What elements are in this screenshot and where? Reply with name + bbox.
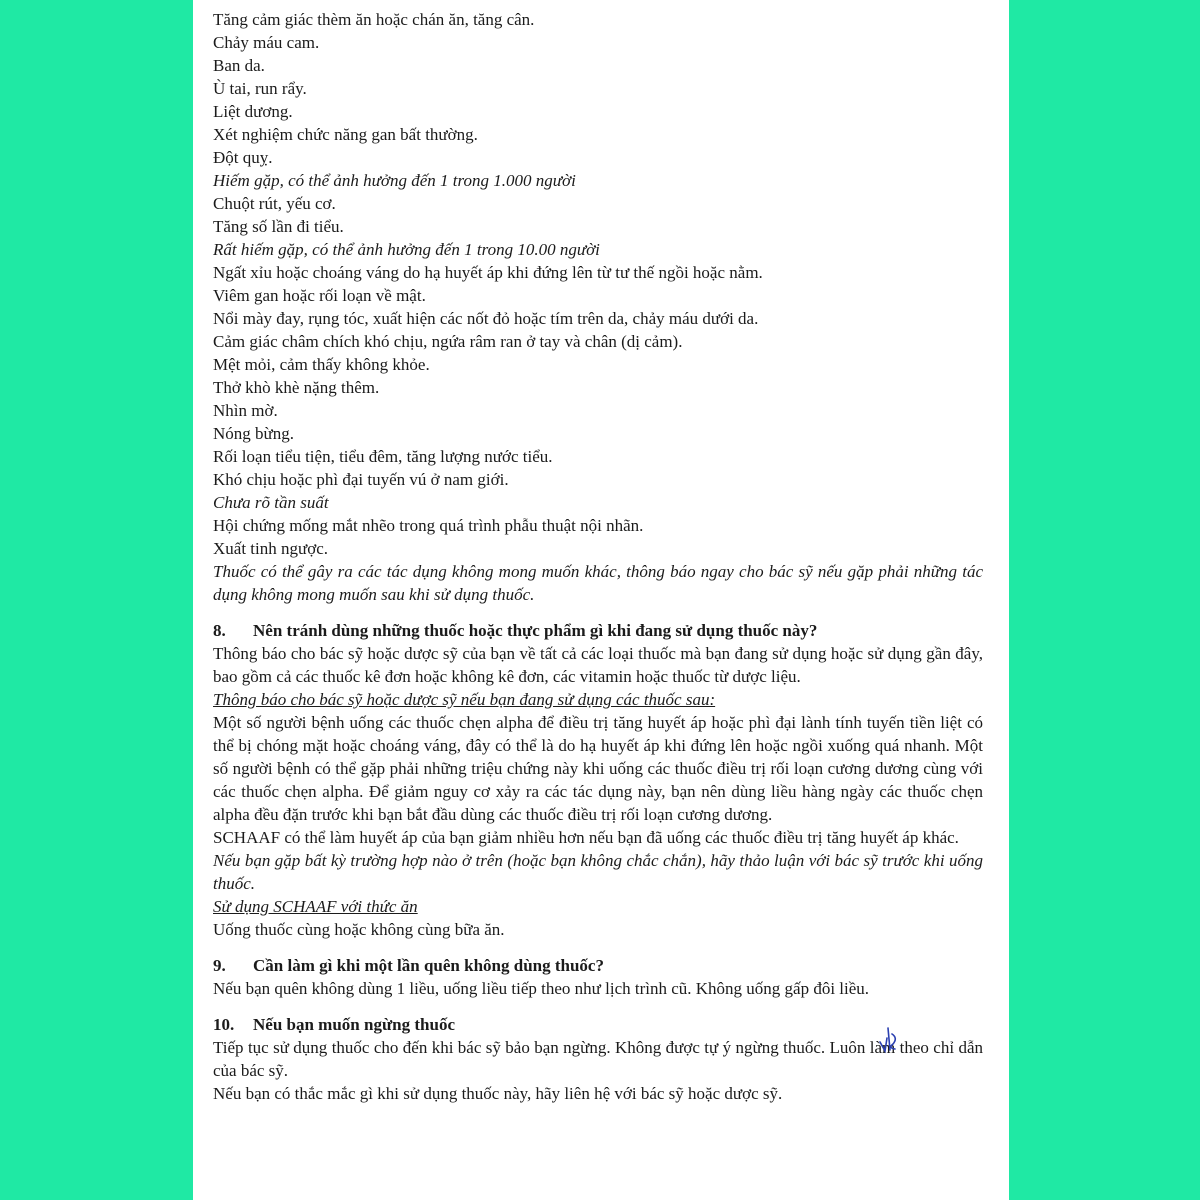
list-item: Ban da. — [213, 56, 265, 75]
section-title: Nếu bạn muốn ngừng thuốc — [253, 1015, 455, 1034]
section-title: Cần làm gì khi một lần quên không dùng thuốc? — [253, 956, 604, 975]
list-item: Mệt mỏi, cảm thấy không khỏe. — [213, 355, 430, 374]
list-item: Xuất tinh ngược. — [213, 539, 328, 558]
list-item: Xét nghiệm chức năng gan bất thường. — [213, 125, 478, 144]
list-item: Tăng cảm giác thèm ăn hoặc chán ăn, tăng cân. — [213, 10, 535, 29]
section-number: 10. — [213, 1015, 235, 1034]
list-item: Nổi mày đay, rụng tóc, xuất hiện các nốt đỏ hoặc tím trên da, chảy máu dưới da. — [213, 309, 759, 328]
consult-paragraph: Nếu bạn gặp bất kỳ trường hợp nào ở trên (hoặc bạn không chắc chắn), hãy thảo luận với bác sỹ trước khi uống thuốc. — [213, 851, 983, 893]
list-item: Rối loạn tiểu tiện, tiểu đêm, tăng lượng nước tiểu. — [213, 447, 553, 466]
alpha-blocker-paragraph: Một số người bệnh uống các thuốc chẹn alpha để điều trị tăng huyết áp hoặc phì đại lành tính tuyến tiền liệt có thể bị chóng mặt hoặc choáng váng, đây có thể là do hạ huyết áp khi đứng lên hoặc ngồi xuống quá nhanh. Một số người bệnh có thể gặp phải những triệu chứng này khi uống các thuốc điều trị rối loạn cương dương cùng với các thuốc chẹn alpha. Để giảm nguy cơ xảy ra các tác dụng này, bạn nên dùng liều hàng ngày các thuốc chẹn alpha đều đặn trước khi bạn bắt đầu dùng các thuốc điều trị rối loạn cương dương. — [213, 713, 983, 824]
side-effects-list — [213, 8, 983, 606]
list-item: Tăng số lần đi tiểu. — [213, 217, 344, 236]
list-item: Nhìn mờ. — [213, 401, 278, 420]
schaaf-paragraph: SCHAAF có thể làm huyết áp của bạn giảm nhiều hơn nếu bạn đã uống các thuốc điều trị tăng huyết áp khác. — [213, 828, 959, 847]
list-item: Nóng bừng. — [213, 424, 294, 443]
section-8-intro: Thông báo cho bác sỹ hoặc dược sỹ của bạn về tất cả các loại thuốc mà bạn đang sử dụng hoặc sử dụng gần đây, bao gồm cả các thuốc kê đơn hoặc không kê đơn, các vitamin hoặc thuốc từ dược liệu. — [213, 644, 983, 686]
list-item: Ù tai, run rẩy. — [213, 79, 307, 98]
list-item: Chuột rút, yếu cơ. — [213, 194, 336, 213]
section-10-contact: Nếu bạn có thắc mắc gì khi sử dụng thuốc này, hãy liên hệ với bác sỹ hoặc dược sỹ. — [213, 1084, 783, 1103]
frequency-heading: Chưa rõ tần suất — [213, 493, 329, 512]
side-effects-note: Thuốc có thể gây ra các tác dụng không mong muốn khác, thông báo ngay cho bác sỹ nếu gặp phải những tác dụng không mong muốn sau khi sử dụng thuốc. — [213, 562, 983, 604]
list-item: Ngất xỉu hoặc choáng váng do hạ huyết áp khi đứng lên từ tư thế ngồi hoặc nằm. — [213, 263, 763, 282]
list-item: Khó chịu hoặc phì đại tuyến vú ở nam giới. — [213, 470, 509, 489]
list-item: Liệt dương. — [213, 102, 293, 121]
list-item: Đột quỵ. — [213, 148, 273, 167]
section-8-heading — [213, 619, 983, 642]
section-number: 9. — [213, 956, 226, 975]
section-9-text: Nếu bạn quên không dùng 1 liều, uống liều tiếp theo như lịch trình cũ. Không uống gấp đôi liều. — [213, 979, 870, 998]
list-item: Chảy máu cam. — [213, 33, 320, 52]
food-subheading: Sử dụng SCHAAF với thức ăn — [213, 897, 418, 916]
section-8-subheading: Thông báo cho bác sỹ hoặc dược sỹ nếu bạn đang sử dụng các thuốc sau: — [213, 690, 716, 709]
section-10-text: Tiếp tục sử dụng thuốc cho đến khi bác sỹ bảo bạn ngừng. Không được tự ý ngừng thuốc. Luôn làm theo chỉ dẫn của bác sỹ. — [213, 1038, 983, 1080]
document-page — [193, 0, 1009, 1200]
list-item: Cảm giác châm chích khó chịu, ngứa râm ran ở tay và chân (dị cảm). — [213, 332, 683, 351]
frequency-heading: Hiếm gặp, có thể ảnh hưởng đến 1 trong 1.000 người — [213, 171, 576, 190]
section-number: 8. — [213, 621, 226, 640]
section-9-heading — [213, 954, 983, 977]
list-item: Viêm gan hoặc rối loạn về mật. — [213, 286, 426, 305]
section-10-heading — [213, 1013, 983, 1036]
frequency-heading: Rất hiếm gặp, có thể ảnh hưởng đến 1 trong 10.00 người — [213, 240, 600, 259]
list-item: Hội chứng mống mắt nhẽo trong quá trình phẫu thuật nội nhãn. — [213, 516, 644, 535]
section-title: Nên tránh dùng những thuốc hoặc thực phẩm gì khi đang sử dụng thuốc này? — [253, 621, 818, 640]
handwritten-initial-mark — [876, 1024, 900, 1054]
food-paragraph: Uống thuốc cùng hoặc không cùng bữa ăn. — [213, 920, 505, 939]
list-item: Thở khò khè nặng thêm. — [213, 378, 380, 397]
